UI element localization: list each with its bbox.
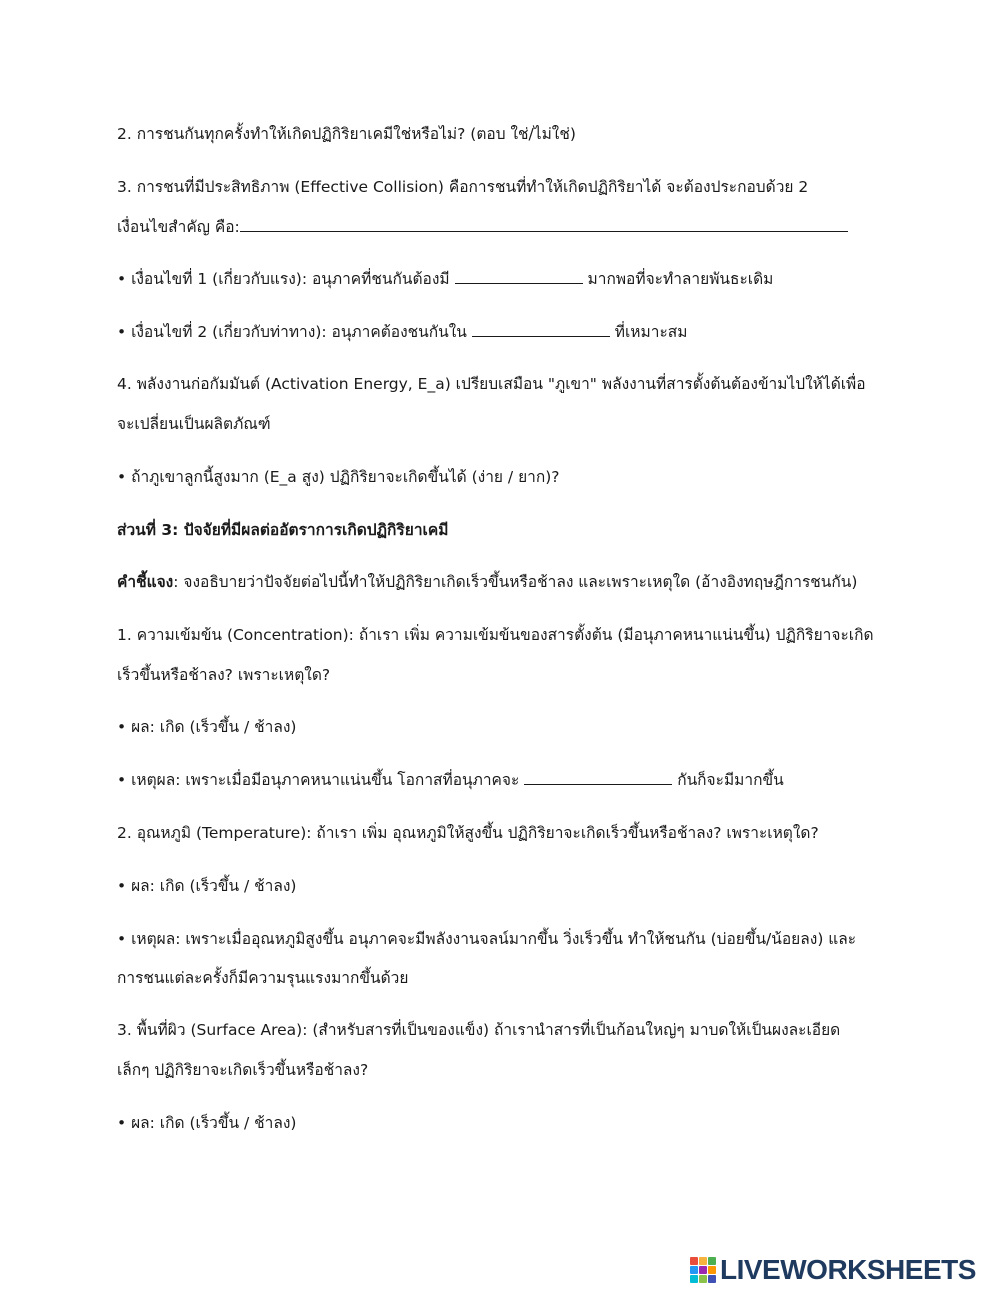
question-4-bullet: • ถ้าภูเขาลูกนี้สูงมาก (E_a สูง) ปฏิกิริยาจะเกิดขึ้นได้ (ง่าย / ยาก)? [117,468,560,486]
question-3-label: เงื่อนไขสำคัญ คือ: [117,218,240,236]
factor-3-line-2: เล็กๆ ปฏิกิริยาจะเกิดเร็วขึ้นหรือช้าลง? [117,1061,369,1079]
condition-2-text-after: ที่เหมาะสม [614,323,688,341]
logo-square [699,1266,707,1274]
factor-1-reason-text: • เหตุผล: เพราะเมื่อมีอนุภาคหนาแน่นขึ้น โอกาสที่อนุภาคจะ [117,771,520,789]
factor-2-result[interactable]: • ผล: เกิด (เร็วขึ้น / ช้าลง) [117,877,297,895]
condition-1-text: • เงื่อนไขที่ 1 (เกี่ยวกับแรง): อนุภาคที่ชนกันต้องมี [117,270,450,288]
part-3-heading: ส่วนที่ 3: ปัจจัยที่มีผลต่ออัตราการเกิดปฏิกิริยาเคมี [117,521,449,539]
factor-2-reason-line-2: การชนแต่ละครั้งก็มีความรุนแรงมากขึ้นด้วย [117,969,409,987]
instructions-label: คำชี้แจง [117,573,174,591]
liveworksheets-logo [690,1254,976,1286]
condition-1 [117,269,773,289]
answer-blank-conditions[interactable] [240,217,848,232]
question-4-line-2: จะเปลี่ยนเป็นผลิตภัณฑ์ [117,415,271,433]
logo-square [708,1257,716,1265]
question-3-line-1: 3. การชนที่มีประสิทธิภาพ (Effective Collision) คือการชนที่ทำให้เกิดปฏิกิริยาได้ จะต้องประกอบด้วย 2 [117,178,809,196]
question-2: 2. การชนกันทุกครั้งทำให้เกิดปฏิกิริยาเคมีใช่หรือไม่? (ตอบ ใช่/ไม่ใช่) [117,125,576,143]
logo-square [708,1275,716,1283]
logo-square [699,1275,707,1283]
factor-2-line-1: 2. อุณหภูมิ (Temperature): ถ้าเรา เพิ่ม อุณหภูมิให้สูงขึ้น ปฏิกิริยาจะเกิดเร็วขึ้นหรือช้าลง? เพราะเหตุใด? [117,824,819,842]
condition-2 [117,322,687,342]
answer-blank-orientation[interactable] [472,322,610,337]
logo-square [690,1257,698,1265]
answer-blank-energy[interactable] [455,269,583,284]
question-4-line-1: 4. พลังงานก่อกัมมันต์ (Activation Energy, E_a) เปรียบเสมือน "ภูเขา" พลังงานที่สารตั้งต้นต้องข้ามไปให้ได้เพื่อ [117,375,866,393]
instructions-text: : จงอธิบายว่าปัจจัยต่อไปนี้ทำให้ปฏิกิริยาเกิดเร็วขึ้นหรือช้าลง และเพราะเหตุใด (อ้างอิงทฤษฎีการชนกัน) [173,573,858,591]
logo-square [690,1275,698,1283]
condition-1-text-after: มากพอที่จะทำลายพันธะเดิม [587,270,774,288]
factor-1-line-2: เร็วขึ้นหรือช้าลง? เพราะเหตุใด? [117,666,331,684]
factor-1-line-1: 1. ความเข้มข้น (Concentration): ถ้าเรา เพิ่ม ความเข้มข้นของสารตั้งต้น (มีอนุภาคหนาแน่นขึ้น) ปฏิกิริยาจะเกิด [117,626,874,644]
logo-square [699,1257,707,1265]
factor-1-reason-text-after: กันก็จะมีมากขึ้น [677,771,784,789]
factor-2-reason-line-1: • เหตุผล: เพราะเมื่ออุณหภูมิสูงขึ้น อนุภาคจะมีพลังงานจลน์มากขึ้น วิ่งเร็วขึ้น ทำให้ชนกัน (บ่อยขึ้น/น้อยลง) และ [117,930,857,948]
condition-2-text: • เงื่อนไขที่ 2 (เกี่ยวกับท่าทาง): อนุภาคต้องชนกันใน [117,323,467,341]
factor-3-line-1: 3. พื้นที่ผิว (Surface Area): (สำหรับสารที่เป็นของแข็ง) ถ้าเรานำสารที่เป็นก้อนใหญ่ๆ มาบดให้เป็นผงละเอียด [117,1021,841,1039]
liveworksheets-logo-icon [690,1257,716,1283]
factor-1-result[interactable]: • ผล: เกิด (เร็วขึ้น / ช้าลง) [117,718,297,736]
instructions [117,572,857,592]
answer-blank-collide[interactable] [524,770,672,785]
factor-3-result[interactable]: • ผล: เกิด (เร็วขึ้น / ช้าลง) [117,1114,297,1132]
logo-square [690,1266,698,1274]
logo-square [708,1266,716,1274]
liveworksheets-logo-text: LIVEWORKSHEETS [720,1254,976,1285]
factor-1-reason [117,770,784,790]
question-3-line-2 [117,217,848,237]
